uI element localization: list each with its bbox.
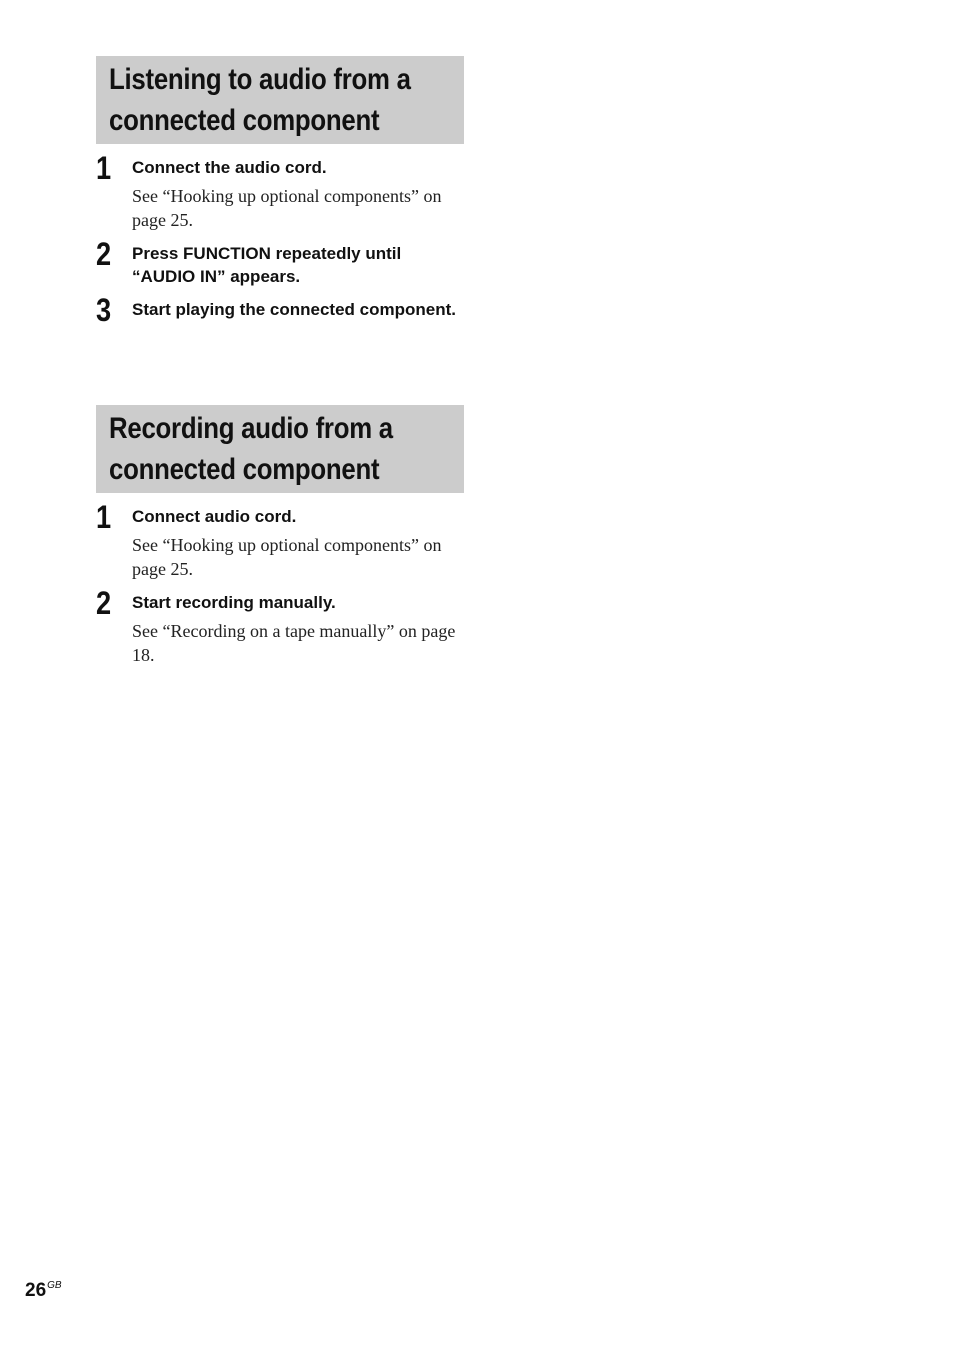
step-body: See “Hooking up optional components” on page 25. xyxy=(132,535,442,579)
page-number xyxy=(25,1280,62,1302)
step xyxy=(96,150,464,232)
step-number: 3 xyxy=(96,292,112,328)
step-number: 2 xyxy=(96,585,112,621)
step-number: 1 xyxy=(96,499,112,535)
step xyxy=(96,585,464,667)
step xyxy=(96,499,464,581)
section-listening xyxy=(96,56,464,328)
section-recording xyxy=(96,405,464,667)
page-number-suffix: GB xyxy=(47,1280,62,1291)
heading-line: Listening to audio from a xyxy=(109,63,411,96)
step-title: Connect the audio cord. xyxy=(132,158,327,177)
heading-line: connected component xyxy=(109,104,380,137)
step-title: Start recording manually. xyxy=(132,593,336,612)
step-title: Connect audio cord. xyxy=(132,507,297,526)
section-heading-box xyxy=(96,405,464,493)
heading-line: Recording audio from a xyxy=(109,412,393,445)
section-heading xyxy=(109,59,411,141)
step-number: 1 xyxy=(96,150,112,186)
step xyxy=(96,292,464,328)
step-title: Start playing the connected component. xyxy=(132,300,456,319)
section-heading-box xyxy=(96,56,464,144)
section-heading xyxy=(109,408,404,490)
heading-line: connected component xyxy=(109,453,380,486)
step-number: 2 xyxy=(96,236,112,272)
step-body: See “Hooking up optional components” on page 25. xyxy=(132,186,442,230)
step-body: See “Recording on a tape manually” on page 18. xyxy=(132,621,456,665)
step-title: Press FUNCTION repeatedly until “AUDIO IN” appears. xyxy=(132,244,402,286)
page-number-value: 26 xyxy=(25,1280,47,1301)
step xyxy=(96,236,464,288)
